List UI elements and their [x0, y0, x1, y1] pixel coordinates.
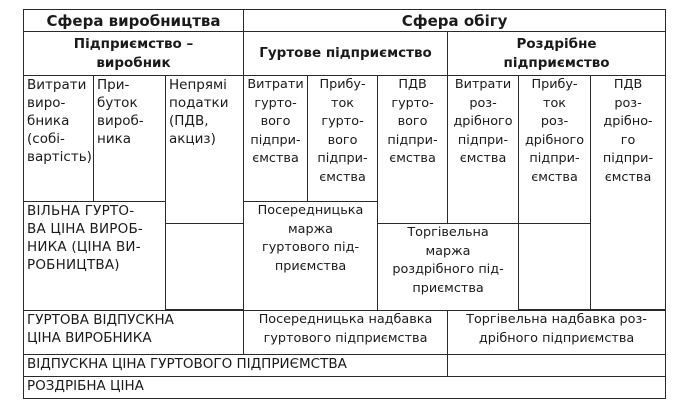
- indirect-taxes-cell: Непрямі податки (ПДВ, акциз): [166, 76, 244, 224]
- wholesale-vat-cell: ПДВ гурто- вого підпри- ємства: [378, 76, 448, 224]
- free-wholesale-price-cell: ВІЛЬНА ГУРТО- ВА ЦІНА ВИРОБ- НИКА (ЦІНА ВИ- РОБНИЦТВА): [24, 202, 166, 311]
- empty-cell: [166, 224, 244, 310]
- retail-profit-cell: Прибу- ток роз- дрібного підпри- ємства: [519, 76, 591, 224]
- retail-margin-cell: Торгівельна маржа роздрібного під- приємства: [378, 224, 519, 311]
- retail-vat-cell: ПДВ роз- дрібно- го підпри- ємства: [591, 76, 666, 310]
- production-sphere-header: Сфера виробництва: [24, 10, 244, 32]
- circulation-sphere-header: Сфера обігу: [244, 10, 666, 32]
- producer-enterprise-header: Підприємство – виробник: [24, 32, 244, 76]
- producer-profit-cell: При- буток вироб- ника: [94, 76, 166, 202]
- wholesale-markup-cell: Посередницька надбавка гуртового підприємства: [244, 311, 448, 355]
- wholesale-profit-cell: Прибу- ток гурто- вого підпри- ємства: [308, 76, 378, 202]
- retail-enterprise-header: Роздрібне підприємство: [448, 32, 666, 76]
- empty-cell: [448, 355, 666, 377]
- wholesale-costs-cell: Витрати гурто- вого підпри- ємства: [244, 76, 308, 202]
- price-structure-table: [23, 9, 666, 399]
- producer-wholesale-release-price-cell: ГУРТОВА ВІДПУСКНА ЦІНА ВИРОБНИКА: [24, 311, 244, 355]
- retail-markup-cell: Торгівельна надбавка роз- дрібного підприємства: [448, 311, 666, 355]
- wholesale-margin-cell: Посередницька маржа гуртового під- приємства: [244, 202, 378, 311]
- retail-price-cell: РОЗДРІБНА ЦІНА: [24, 377, 666, 399]
- retail-costs-cell: Витрати роз- дрібного підпри- ємства: [448, 76, 519, 224]
- wholesale-enterprise-header: Гуртове підприємство: [244, 32, 448, 76]
- wholesale-release-price-cell: ВІДПУСКНА ЦІНА ГУРТОВОГО ПІДПРИЄМСТВА: [24, 355, 448, 377]
- production-costs-cell: Витрати виро- бника (собі- вартість): [24, 76, 94, 202]
